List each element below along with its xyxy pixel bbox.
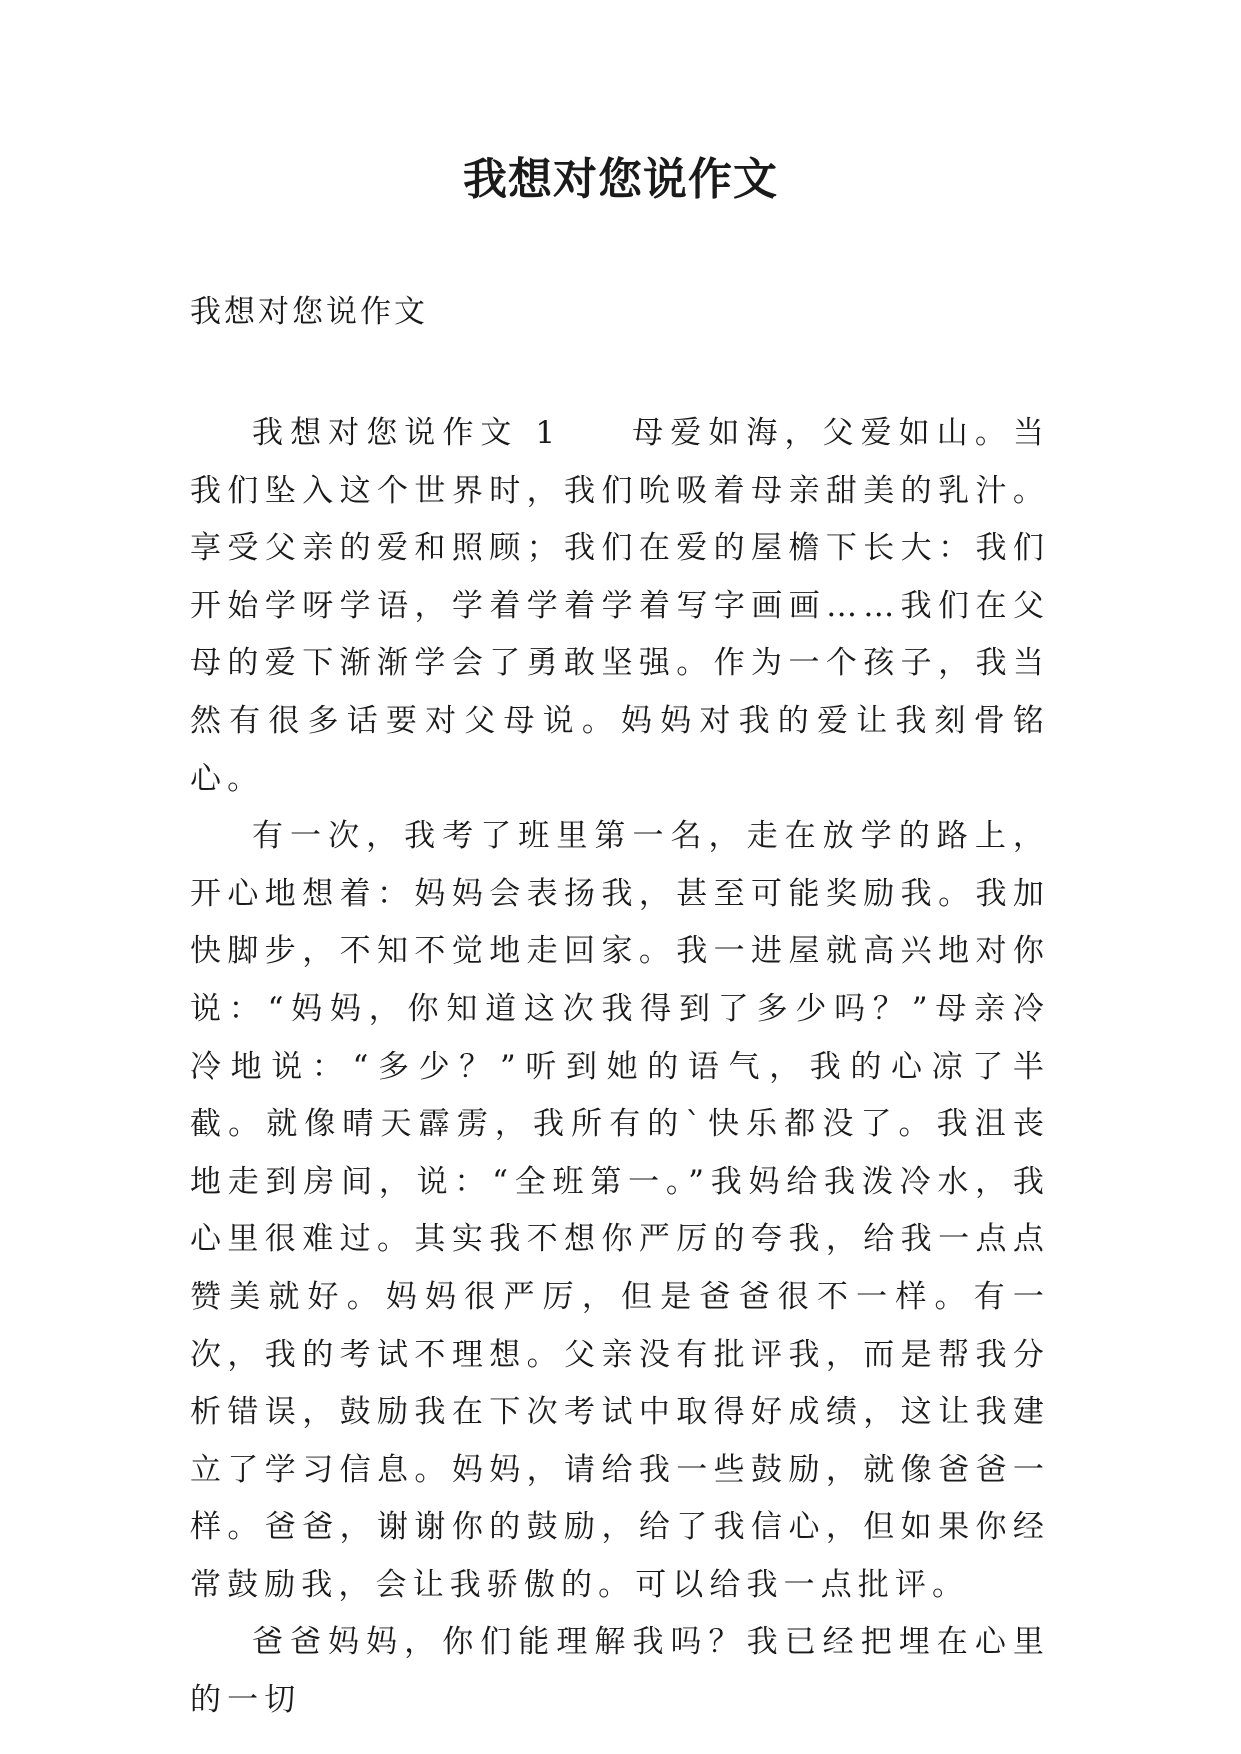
paragraph-1-text: 母爱如海，父爱如山。当我们坠入这个世界时，我们吮吸着母亲甜美的乳汁。享受父亲的爱和照顾；我们在爱的屋檐下长大：我们开始学呀学语，学着学着学着写字画画……我们在父母的爱下渐渐学会了勇敢坚强。作为一个孩子，我当然有很多话要对父母说。妈妈对我的爱让我刻骨铭心。 bbox=[190, 415, 1050, 797]
paragraph-3: 爸爸妈妈，你们能理解我吗？我已经把埋在心里的一切 bbox=[190, 1624, 1050, 1719]
paragraph-2: 有一次，我考了班里第一名，走在放学的路上，开心地想着：妈妈会表扬我，甚至可能奖励我。我加快脚步，不知不觉地走回家。我一进屋就高兴地对你说：“妈妈，你知道这次我得到了多少吗？”母亲冷冷地说：“多少？”听到她的语气，我的心凉了半截。就像晴天霹雳，我所有的`快乐都没了。我沮丧地走到房间，说：“全班第一。”我妈给我泼冷水，我心里很难过。其实我不想你严厉的夸我，给我一点点赞美就好。妈妈很严厉，但是爸爸很不一样。有一次，我的考试不理想。父亲没有批评我，而是帮我分析错误，鼓励我在下次考试中取得好成绩，这让我建立了学习信息。妈妈，请给我一些鼓励，就像爸爸一样。爸爸，谢谢你的鼓励，给了我信心，但如果你经常鼓励我，会让我骄傲的。可以给我一点批评。 bbox=[190, 818, 1050, 1603]
document-title: 我想对您说作文 bbox=[463, 154, 778, 205]
document-body bbox=[190, 405, 1050, 1730]
document-subtitle: 我想对您说作文 bbox=[190, 294, 428, 330]
section-heading: 我想对您说作文 1 bbox=[252, 415, 562, 451]
paragraph-1 bbox=[190, 405, 1050, 808]
